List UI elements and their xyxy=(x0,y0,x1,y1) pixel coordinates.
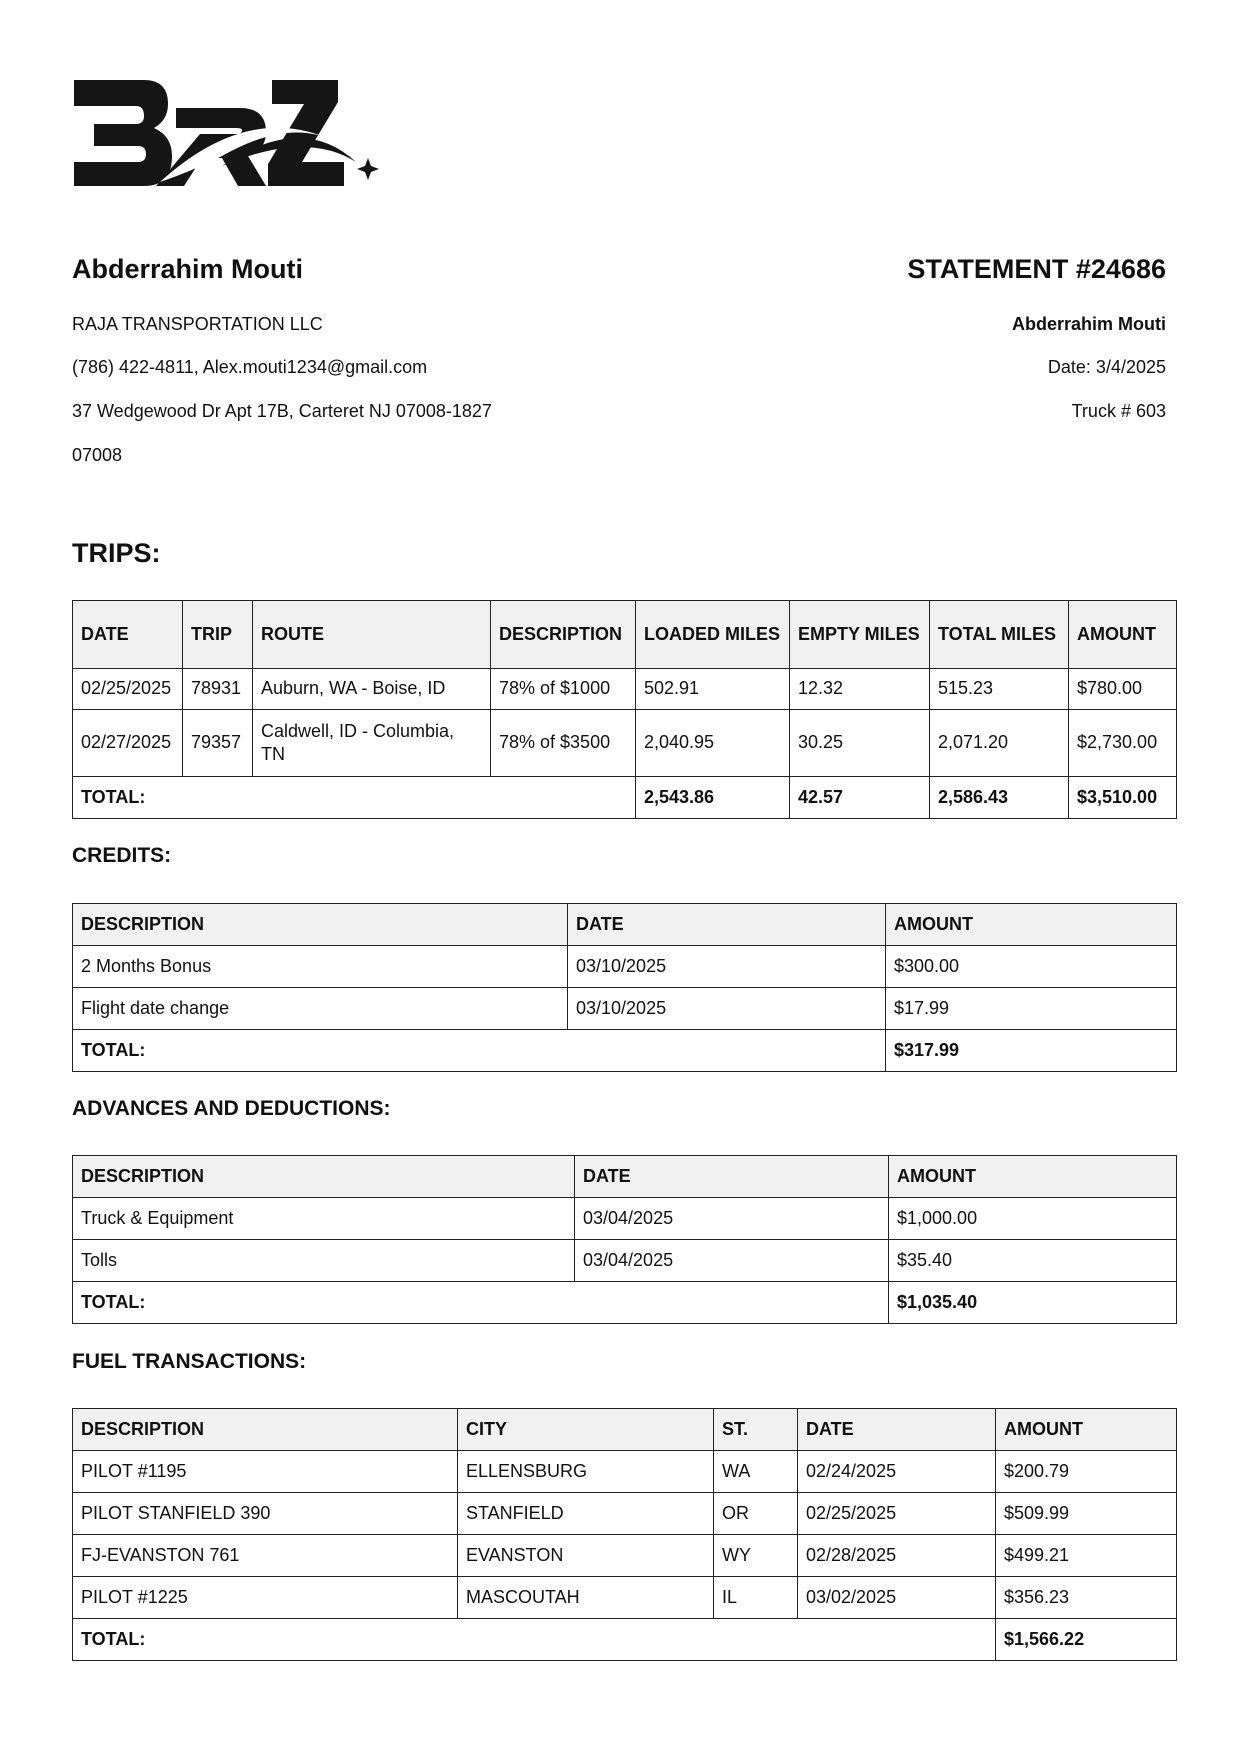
credits-total-amount: $317.99 xyxy=(886,1030,1177,1072)
trips-col-trip: TRIP xyxy=(183,601,253,669)
statement-truck: Truck # 603 xyxy=(1071,401,1166,421)
statement-driver: Abderrahim Mouti xyxy=(1011,314,1166,334)
table-row xyxy=(73,946,1177,988)
table-row xyxy=(73,1451,1177,1493)
trips-col-route: ROUTE xyxy=(253,601,491,669)
credits-total-label: TOTAL: xyxy=(73,1030,886,1072)
trip-number: 79357 xyxy=(183,710,253,777)
deduction-description: Tolls xyxy=(73,1240,575,1282)
fuel-state: OR xyxy=(714,1493,798,1535)
credits-header-row xyxy=(73,904,1177,946)
trips-col-total-miles: TOTAL MILES xyxy=(930,601,1069,669)
fuel-state: WY xyxy=(714,1535,798,1577)
fuel-date: 03/02/2025 xyxy=(798,1577,996,1619)
fuel-description: PILOT STANFIELD 390 xyxy=(73,1493,458,1535)
fuel-amount: $509.99 xyxy=(996,1493,1177,1535)
trip-route: Auburn, WA - Boise, ID xyxy=(253,669,491,710)
fuel-amount: $356.23 xyxy=(996,1577,1177,1619)
trips-col-date: DATE xyxy=(73,601,183,669)
table-row xyxy=(73,988,1177,1030)
deductions-heading: ADVANCES AND DEDUCTIONS: xyxy=(72,1097,391,1120)
fuel-date: 02/25/2025 xyxy=(798,1493,996,1535)
fuel-city: EVANSTON xyxy=(458,1535,714,1577)
fuel-total-row xyxy=(73,1619,1177,1661)
deduction-amount: $35.40 xyxy=(889,1240,1177,1282)
trip-loaded-miles: 502.91 xyxy=(636,669,790,710)
trips-col-amount: AMOUNT xyxy=(1069,601,1177,669)
brz-logo xyxy=(72,78,382,190)
fuel-description: FJ-EVANSTON 761 xyxy=(73,1535,458,1577)
trips-header-row xyxy=(73,601,1177,669)
deduction-date: 03/04/2025 xyxy=(575,1240,889,1282)
carrier-address: 37 Wedgewood Dr Apt 17B, Carteret NJ 07008-1827 xyxy=(72,401,492,421)
fuel-date: 02/24/2025 xyxy=(798,1451,996,1493)
credit-description: 2 Months Bonus xyxy=(73,946,568,988)
fuel-amount: $200.79 xyxy=(996,1451,1177,1493)
fuel-col-description: DESCRIPTION xyxy=(73,1409,458,1451)
table-row xyxy=(73,1535,1177,1577)
credit-amount: $17.99 xyxy=(886,988,1177,1030)
trip-number: 78931 xyxy=(183,669,253,710)
statement-title: STATEMENT #24686 xyxy=(907,254,1166,284)
deductions-col-description: DESCRIPTION xyxy=(73,1156,575,1198)
table-row xyxy=(73,669,1177,710)
trip-route: Caldwell, ID - Columbia, TN xyxy=(253,710,491,777)
fuel-col-state: ST. xyxy=(714,1409,798,1451)
credit-description: Flight date change xyxy=(73,988,568,1030)
deductions-col-amount: AMOUNT xyxy=(889,1156,1177,1198)
trip-empty-miles: 12.32 xyxy=(790,669,930,710)
credits-col-amount: AMOUNT xyxy=(886,904,1177,946)
trip-date: 02/27/2025 xyxy=(73,710,183,777)
fuel-state: IL xyxy=(714,1577,798,1619)
trip-amount: $2,730.00 xyxy=(1069,710,1177,777)
trips-total-row xyxy=(73,777,1177,819)
fuel-header-row xyxy=(73,1409,1177,1451)
fuel-heading: FUEL TRANSACTIONS: xyxy=(72,1350,307,1373)
fuel-description: PILOT #1195 xyxy=(73,1451,458,1493)
deductions-table xyxy=(72,1155,1177,1324)
trips-total-loaded: 2,543.86 xyxy=(636,777,790,819)
table-row xyxy=(73,1198,1177,1240)
trips-total-empty: 42.57 xyxy=(790,777,930,819)
credits-table xyxy=(72,903,1177,1072)
fuel-amount: $499.21 xyxy=(996,1535,1177,1577)
carrier-company: RAJA TRANSPORTATION LLC xyxy=(72,314,323,334)
credits-total-row xyxy=(73,1030,1177,1072)
trip-empty-miles: 30.25 xyxy=(790,710,930,777)
deductions-total-row xyxy=(73,1282,1177,1324)
trip-description: 78% of $1000 xyxy=(491,669,636,710)
fuel-date: 02/28/2025 xyxy=(798,1535,996,1577)
fuel-city: MASCOUTAH xyxy=(458,1577,714,1619)
fuel-city: ELLENSBURG xyxy=(458,1451,714,1493)
fuel-col-date: DATE xyxy=(798,1409,996,1451)
fuel-total-label: TOTAL: xyxy=(73,1619,996,1661)
carrier-contact: (786) 422-4811, Alex.mouti1234@gmail.com xyxy=(72,357,428,377)
deductions-total-amount: $1,035.40 xyxy=(889,1282,1177,1324)
fuel-description: PILOT #1225 xyxy=(73,1577,458,1619)
deduction-description: Truck & Equipment xyxy=(73,1198,575,1240)
credits-col-description: DESCRIPTION xyxy=(73,904,568,946)
credits-heading: CREDITS: xyxy=(72,844,172,867)
trip-amount: $780.00 xyxy=(1069,669,1177,710)
trips-total-miles: 2,586.43 xyxy=(930,777,1069,819)
statement-date: Date: 3/4/2025 xyxy=(1047,357,1166,377)
deductions-header-row xyxy=(73,1156,1177,1198)
table-row xyxy=(73,710,1177,777)
deduction-date: 03/04/2025 xyxy=(575,1198,889,1240)
credits-col-date: DATE xyxy=(568,904,886,946)
trips-total-label: TOTAL: xyxy=(73,777,636,819)
fuel-col-amount: AMOUNT xyxy=(996,1409,1177,1451)
trip-date: 02/25/2025 xyxy=(73,669,183,710)
deductions-total-label: TOTAL: xyxy=(73,1282,889,1324)
trip-description: 78% of $3500 xyxy=(491,710,636,777)
table-row xyxy=(73,1240,1177,1282)
trips-col-description: DESCRIPTION xyxy=(491,601,636,669)
fuel-state: WA xyxy=(714,1451,798,1493)
table-row xyxy=(73,1577,1177,1619)
fuel-col-city: CITY xyxy=(458,1409,714,1451)
credit-date: 03/10/2025 xyxy=(568,988,886,1030)
trips-col-empty-miles: EMPTY MILES xyxy=(790,601,930,669)
deduction-amount: $1,000.00 xyxy=(889,1198,1177,1240)
trips-col-loaded-miles: LOADED MILES xyxy=(636,601,790,669)
credit-amount: $300.00 xyxy=(886,946,1177,988)
carrier-name: Abderrahim Mouti xyxy=(72,254,304,284)
trips-table xyxy=(72,600,1177,819)
fuel-total-amount: $1,566.22 xyxy=(996,1619,1177,1661)
table-row xyxy=(73,1493,1177,1535)
trip-total-miles: 2,071.20 xyxy=(930,710,1069,777)
trips-total-amount: $3,510.00 xyxy=(1069,777,1177,819)
credit-date: 03/10/2025 xyxy=(568,946,886,988)
trips-heading: TRIPS: xyxy=(72,538,161,568)
trip-loaded-miles: 2,040.95 xyxy=(636,710,790,777)
deductions-col-date: DATE xyxy=(575,1156,889,1198)
fuel-table xyxy=(72,1408,1177,1661)
carrier-zip: 07008 xyxy=(72,445,123,465)
fuel-city: STANFIELD xyxy=(458,1493,714,1535)
trip-total-miles: 515.23 xyxy=(930,669,1069,710)
